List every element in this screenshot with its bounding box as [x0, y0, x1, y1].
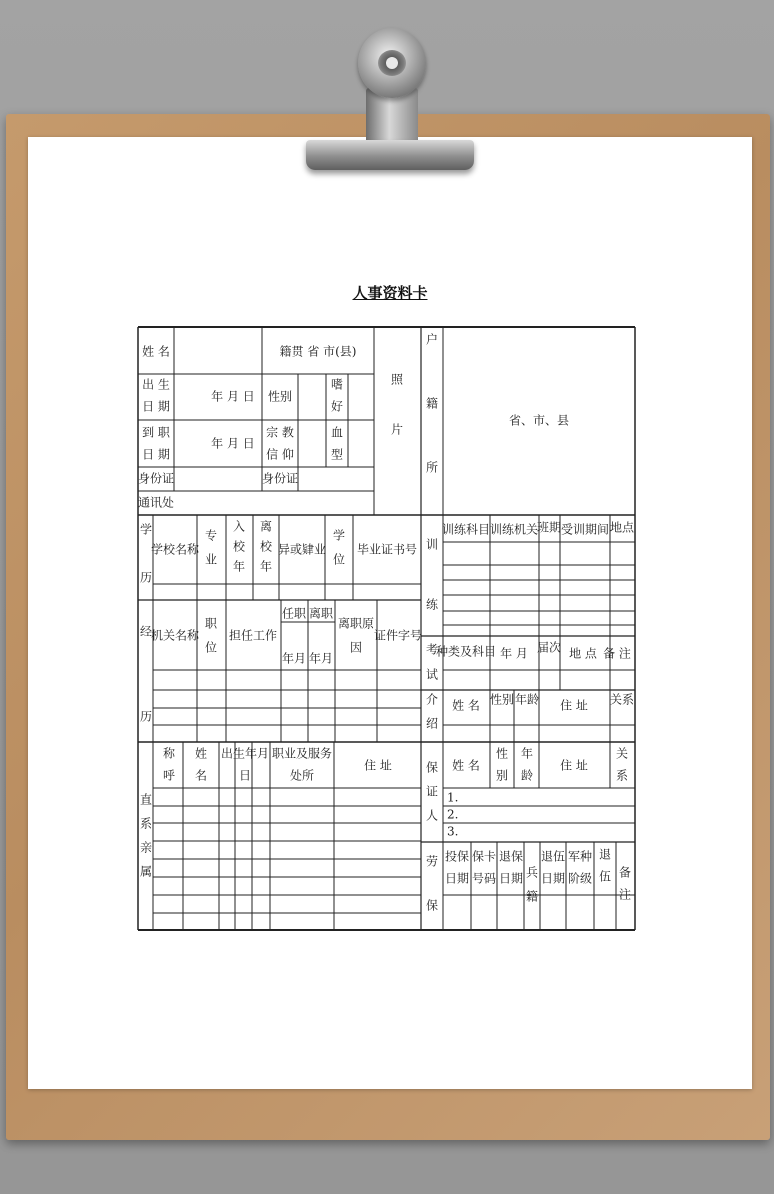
- edu-leave-year-header: 校: [259, 539, 273, 554]
- referral-name-header: 姓 名: [452, 698, 480, 713]
- edu-major-header: 业: [204, 552, 218, 567]
- family-title-header: 呼: [162, 768, 176, 783]
- exam-label: 考: [425, 642, 439, 657]
- family-birth-header-2: 日: [238, 768, 252, 783]
- work-label-2: 历: [139, 709, 153, 724]
- gender-label: 性别: [267, 389, 293, 404]
- work-label: 经: [139, 624, 153, 639]
- household-label: 籍: [425, 396, 439, 411]
- work-org-header: 机关名称: [150, 628, 200, 643]
- work-position-header: 位: [204, 640, 218, 655]
- edu-major-header: 专: [204, 528, 218, 543]
- household-label: 户: [425, 332, 439, 347]
- hobby-label: 好: [330, 399, 344, 414]
- referral-age-header: 年龄: [514, 692, 540, 707]
- referral-relation-header: 关系: [609, 692, 635, 707]
- birth-date-value: 年 月 日: [211, 389, 255, 404]
- training-label-2: 练: [425, 597, 439, 612]
- family-birth-header: 出生年月: [220, 746, 270, 761]
- guarantor-label: 证: [425, 784, 439, 799]
- family-title-header: 称: [162, 746, 176, 761]
- name-label: 姓 名: [142, 344, 170, 359]
- labor-insurance-label: 劳: [425, 854, 439, 869]
- household-value: 省、市、县: [508, 413, 570, 428]
- hobby-label: 嗜: [330, 377, 344, 392]
- insurance-note-header: 备: [618, 865, 632, 880]
- address-label: 通讯处: [137, 495, 175, 510]
- education-label: 历: [139, 570, 153, 585]
- guarantor-row-number: 1.: [447, 790, 459, 805]
- join-date-value: 年 月 日: [211, 436, 255, 451]
- guarantor-gender-header: 别: [495, 768, 509, 783]
- referral-address-header: 住 址: [560, 698, 588, 713]
- edu-leave-year-header: 离: [259, 519, 273, 534]
- edu-enter-year-header: 校: [232, 539, 246, 554]
- birth-date-label: 出 生: [142, 377, 170, 392]
- military-rank-header: 军种: [567, 849, 593, 864]
- guarantor-relation-header: 关: [615, 746, 629, 761]
- training-org-header: 训练机关: [489, 522, 539, 537]
- guarantor-age-header: 年: [520, 746, 534, 761]
- military-record-header: 籍: [525, 889, 539, 904]
- family-job-header: 职业及服务: [271, 746, 333, 761]
- referral-label: 绍: [425, 716, 439, 731]
- blood-type-label: 型: [330, 447, 344, 462]
- id-card-label-2: 身份证: [261, 471, 299, 486]
- blood-type-label: 血: [330, 425, 344, 440]
- guarantor-row-number: 2.: [447, 807, 459, 822]
- exam-type-header: 种类及科目: [435, 644, 497, 659]
- exam-note-header: 备 注: [603, 646, 631, 661]
- guarantor-row-number: 3.: [447, 824, 459, 839]
- work-start-header: 任职: [281, 606, 307, 621]
- training-period-header: 受训期间: [560, 522, 610, 537]
- exam-date-header: 年 月: [500, 646, 528, 661]
- edu-enter-year-header: 入: [232, 519, 246, 534]
- guarantor-address-header: 住 址: [560, 758, 588, 773]
- insurance-card-header-2: 号码: [471, 871, 497, 886]
- training-place-header: 地点: [609, 520, 635, 535]
- birth-date-label: 日 期: [142, 399, 170, 414]
- religion-label: 宗 教: [266, 425, 294, 440]
- work-position-header: 职: [204, 616, 218, 631]
- military-rank-header-2: 阶级: [567, 871, 593, 886]
- work-reason-header: 离职原: [337, 616, 375, 631]
- family-name-header: 姓: [194, 746, 208, 761]
- insurance-card-header: 保卡: [471, 849, 497, 864]
- work-start-ym: 年月: [281, 651, 307, 666]
- education-label: 学: [139, 522, 153, 537]
- referral-label: 介: [425, 692, 439, 707]
- family-label: 属: [139, 864, 153, 879]
- join-date-label: 日 期: [142, 447, 170, 462]
- work-leave-header: 离职: [308, 606, 334, 621]
- family-job-header-2: 处所: [289, 768, 315, 783]
- work-reason-header-2: 因: [349, 640, 363, 655]
- insurance-end-header: 退保: [498, 849, 524, 864]
- exam-session-header: 届次: [536, 640, 562, 655]
- native-place-label: 籍贯 省 市(县): [279, 344, 357, 359]
- discharge-date-header-2: 日期: [540, 871, 566, 886]
- discharge-date-header: 退伍: [540, 849, 566, 864]
- photo-label: 片: [390, 422, 404, 437]
- labor-insurance-label: 保: [425, 898, 439, 913]
- training-label: 训: [425, 537, 439, 552]
- edu-graduated-header: 异或肄业: [277, 542, 327, 557]
- guarantor-label: 人: [425, 808, 439, 823]
- guarantor-label: 保: [425, 760, 439, 775]
- insurance-start-header-2: 日期: [444, 871, 470, 886]
- exam-label: 试: [425, 667, 439, 682]
- guarantor-gender-header: 性: [495, 746, 509, 761]
- insurance-note-header: 注: [618, 887, 632, 902]
- training-class-header: 班期: [536, 520, 562, 535]
- family-address-header: 住 址: [364, 758, 392, 773]
- edu-enter-year-header: 年: [232, 559, 246, 574]
- edu-degree-header: 学: [332, 528, 346, 543]
- document-title: 人事资料卡: [352, 284, 428, 302]
- family-label: 亲: [139, 840, 153, 855]
- military-record-header: 兵: [525, 865, 539, 880]
- photo-label: 照: [390, 372, 404, 387]
- edu-degree-header: 位: [332, 552, 346, 567]
- id-card-label: 身份证: [137, 471, 175, 486]
- work-leave-ym: 年月: [308, 651, 334, 666]
- insurance-start-header: 投保: [444, 849, 470, 864]
- family-label: 直: [139, 792, 153, 807]
- discharge-header: 伍: [598, 869, 612, 884]
- join-date-label: 到 职: [142, 425, 170, 440]
- edu-cert-header: 毕业证书号: [356, 542, 418, 557]
- edu-school-header: 学校名称: [150, 542, 200, 557]
- training-subject-header: 训练科目: [441, 522, 491, 537]
- guarantor-name-header: 姓 名: [452, 758, 480, 773]
- guarantor-relation-header: 系: [615, 768, 629, 783]
- work-duty-header: 担任工作: [228, 628, 278, 643]
- insurance-end-header-2: 日期: [498, 871, 524, 886]
- edu-leave-year-header: 年: [259, 559, 273, 574]
- exam-place-header: 地 点: [569, 646, 597, 661]
- household-label: 所: [425, 460, 439, 475]
- religion-label: 信 仰: [266, 447, 294, 462]
- referral-gender-header: 性别: [489, 692, 515, 707]
- work-cert-header: 证件字号: [373, 628, 423, 643]
- guarantor-age-header: 龄: [520, 768, 534, 783]
- family-label: 系: [139, 816, 153, 831]
- family-name-header: 名: [194, 768, 208, 783]
- discharge-header: 退: [598, 847, 612, 862]
